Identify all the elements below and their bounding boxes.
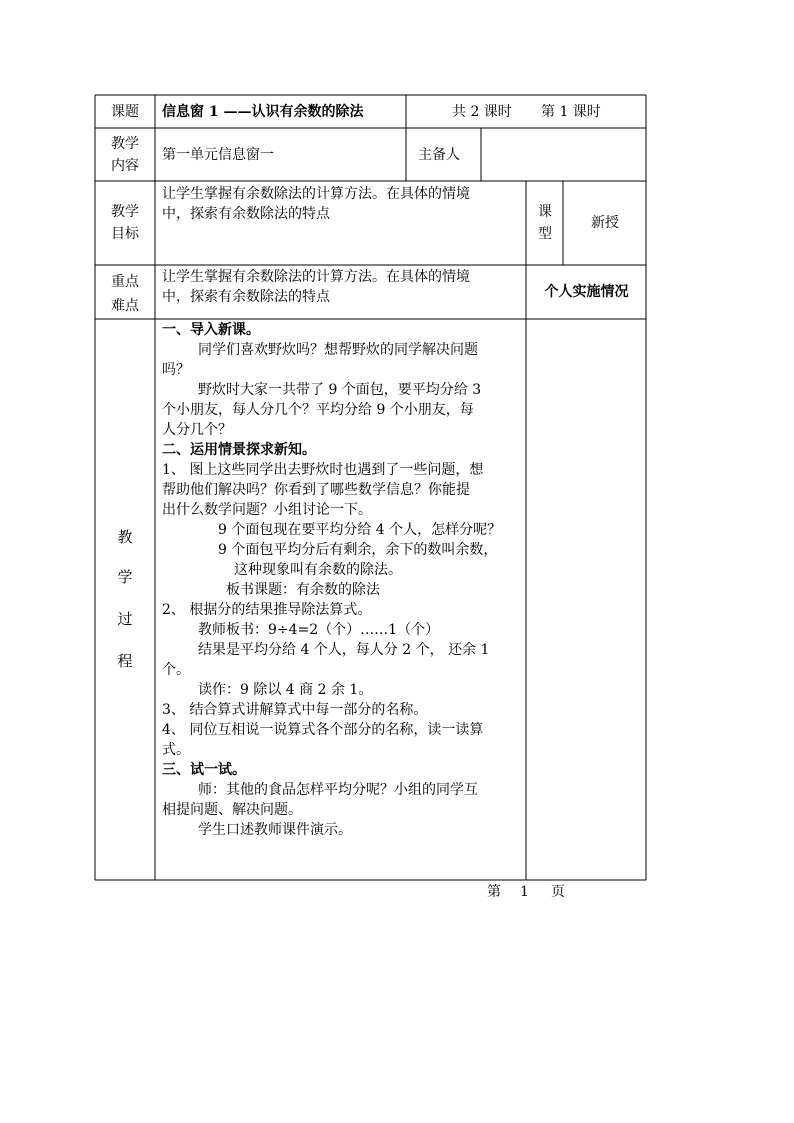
process-label-char-2: 学 (117, 568, 133, 586)
goals-label-line1: 教学 (111, 204, 139, 220)
process-line: 人分几个？ (162, 422, 232, 438)
goals-line1: 让学生掌握有余数除法的计算方法。在具体的情境 (162, 186, 470, 202)
process-line: 同学们喜欢野炊吗？想帮野炊的同学解决问题 (198, 342, 478, 358)
process-section-heading: 一、导入新课。 (162, 322, 260, 338)
process-line: 帮助他们解决吗？你看到了哪些数学信息？你能提 (162, 482, 470, 498)
topic-label: 课题 (111, 104, 139, 120)
content-label-line2: 内容 (111, 158, 139, 174)
process-line: 师：其他的食品怎样平均分呢？小组的同学互 (198, 782, 478, 798)
goals-label-line2: 目标 (111, 226, 139, 242)
lesson-type-value: 新授 (591, 215, 619, 231)
process-line: 这种现象叫有余数的除法。 (234, 562, 402, 578)
process-line: 9 个面包平均分后有剩余，余下的数叫余数， (218, 542, 498, 558)
goals-line2: 中，探索有余数除法的特点 (162, 206, 330, 222)
key-points-line1: 让学生掌握有余数除法的计算方法。在具体的情境 (162, 269, 470, 285)
process-line: 个。 (162, 662, 190, 678)
process-label-char-3: 过 (117, 610, 133, 628)
topic-value: 信息窗 1 ——认识有余数的除法 (162, 104, 364, 120)
process-line: 9 个面包现在要平均分给 4 个人，怎样分呢？ (218, 522, 502, 538)
process-line: 出什么数学问题？小组讨论一下。 (162, 502, 372, 518)
process-section-heading: 三、试一试。 (162, 762, 246, 778)
process-line: 4、 同位互相说一说算式各个部分的名称，读一读算 (162, 722, 484, 738)
page-number: 1 (520, 884, 529, 900)
teaching-process-text (162, 320, 522, 840)
process-line: 个小朋友，每人分几个？平均分给 9 个小朋友，每 (162, 402, 474, 418)
content-label-line1: 教学 (111, 136, 139, 152)
hours-current: 第 1 课时 (541, 104, 601, 120)
process-line: 3、 结合算式讲解算式中每一部分的名称。 (162, 702, 428, 718)
key-points-label-line2: 难点 (111, 298, 139, 314)
process-line: 板书课题：有余数的除法 (226, 582, 380, 598)
process-line: 学生口述教师课件演示。 (198, 822, 352, 838)
process-line: 1、 图上这些同学出去野炊时也遇到了一些问题，想 (162, 462, 484, 478)
hours-total: 共 2 课时 (452, 104, 512, 120)
process-label-char-4: 程 (117, 652, 133, 670)
process-line: 读作：9 除以 4 商 2 余 1。 (198, 682, 373, 698)
content-value: 第一单元信息窗一 (162, 147, 274, 163)
lesson-type-label-line2: 型 (538, 226, 552, 242)
process-line: 野炊时大家一共带了 9 个面包，要平均分给 3 (198, 382, 482, 398)
page-number-suffix: 页 (551, 884, 565, 900)
process-label-char-1: 教 (117, 528, 133, 546)
personal-implementation-label: 个人实施情况 (544, 284, 629, 300)
key-points-line2: 中，探索有余数除法的特点 (162, 289, 330, 305)
preparer-label: 主备人 (418, 147, 460, 163)
process-line: 式。 (162, 742, 190, 758)
process-line: 相提问题、解决问题。 (162, 802, 302, 818)
lesson-type-label-line1: 课 (538, 204, 552, 220)
process-section-heading: 二、运用情景探求新知。 (162, 442, 316, 458)
process-line: 吗？ (162, 362, 190, 378)
key-points-label-line1: 重点 (111, 274, 139, 290)
process-line: 2、 根据分的结果推导除法算式。 (162, 602, 372, 618)
page-number-prefix: 第 (487, 884, 501, 900)
process-line: 教师板书：9÷4=2（个）……1（个） (198, 622, 440, 638)
process-line: 结果是平均分给 4 个人，每人分 2 个， 还余 1 (198, 642, 490, 658)
